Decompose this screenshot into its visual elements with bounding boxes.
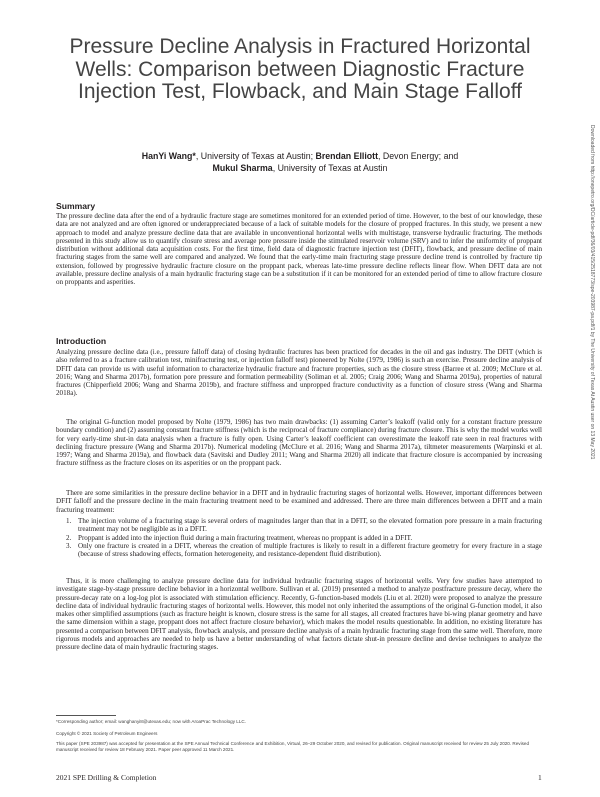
- author-name: HanYi Wang*: [141, 151, 196, 161]
- list-item: [56, 534, 542, 542]
- intro-paragraph-2: The original G-function model proposed by Nolte (1979, 1986) has two main drawbacks: (1) assuming Carter’s leakoff (valid only for a constant fracture pressure boundary condition) and (2) assuming constant fracture stiffness (which is the reciprocal of fracture compliance) during fracture closure. This is why the model works well for very early-time shut-in data analysis when a fracture is fully open. Using Carter’s leakoff coefficient can overestimate the leakoff rate seen in real fractures with declining fracture pressure (Wang and Sharma 2017b). Numerical modeling (McClure et al. 2016; Wang and Sharma 2017a), tiltmeter measurements (Warpinski et al. 1997; Wang and Sharma 2019a), and flowback data (Savitski and Dudley 2011; Wang and Sharma 2020) all indicate that fracture closure is accompanied by increasing fracture stiffness as the fracture closes on its asperities or on the proppant pack.: [56, 418, 542, 468]
- intro-paragraph-4: Thus, it is more challenging to analyze pressure decline data for individual hydraulic fracturing stages of horizontal wells. Very few studies have attempted to investigate stage-by-stage pressure decline behavior in a horizontal wellbore. Sullivan et al. (2019) presented a method to analyze postfracture pressure decay, where the pressure-decay rate on a log-log plot is associated with stimulation efficiency. Recently, G-function-based models (Liu et al. 2020) were proposed to analyze the pressure decline data of individual hydraulic fracturing stages of horizontal wells. However, this model not only inherited the assumptions of the original G-function model, it also makes other simplified assumptions (such as fracture height is known, closure stress is the same for all stages, all created fractures have bi-wing planar geometry and have the same dimension within a stage, proppant does not affect fracture closure behavior), which makes the model results questionable. In addition, no existing literature has presented a comparison between DFIT analysis, flowback analysis, and pressure decline analysis of a main hydraulic fracturing stage from the same well. Therefore, more rigorous models and approaches are needed to help us have a better understanding of what factors dictate shut-in pressure decline and devise techniques to analyze the pressure decline data of main hydraulic fracturing stages.: [56, 577, 542, 652]
- journal-footer: 2021 SPE Drilling & Completion: [56, 773, 157, 782]
- download-watermark: [586, 125, 598, 600]
- introduction-heading: Introduction: [56, 336, 107, 346]
- list-number: 3.: [66, 541, 72, 550]
- summary-heading: Summary: [56, 201, 96, 211]
- list-text: Proppant is added into the injection fluid during a main fracturing treatment, whereas no proppant is added in a DFIT.: [78, 533, 413, 542]
- corresponding-author-note: *Corresponding author; email: wanghanyi8@utexas.edu; now with AroaPrac Technology LLC.: [56, 719, 246, 724]
- download-watermark-text: Downloaded from http://onepetro.org/DC/article-pdf/36/03/415/2518773/spe-203987-pa.pdf/1 by The University of Texas At Austin user on 13 May 2021: [589, 125, 595, 460]
- list-number: 2.: [66, 533, 72, 542]
- page-number: 1: [538, 773, 542, 782]
- publication-history-note: This paper (SPE 203987) was accepted for presentation at the SPE Annual Technical Conference and Exhibition, Virtual, 26–29 October 2020, and revised for publication. Original manuscript received for review 25 July 2020. Revised manuscript received for review 18 February 2021. Paper peer approved 11 March 2021.: [56, 741, 530, 752]
- list-item: [56, 517, 542, 534]
- intro-paragraph-3: There are some similarities in the pressure decline behavior in a DFIT and in hydraulic fracturing stages of horizontal wells. However, important differences between DFIT falloff and the pressure decline in the main fracturing treatment need to be examined and addressed. There are three main differences between a DFIT and a main fracturing treatment:: [56, 489, 542, 514]
- differences-list: [56, 517, 542, 558]
- author-affiliation: , Devon Energy; and: [378, 151, 459, 161]
- author-name: Mukul Sharma: [212, 163, 273, 173]
- copyright-note: Copyright © 2021 Society of Petroleum Engineers: [56, 731, 158, 736]
- list-text: Only one fracture is created in a DFIT, whereas the creation of multiple fractures is likely to result in a different fracture geometry for every fracture in a stage (because of stress shadowing effects, formation heterogeneity, and resistance-dependent fluid distribution).: [78, 541, 542, 559]
- list-item: [56, 542, 542, 559]
- author-name: Brendan Elliott: [315, 151, 379, 161]
- author-line: [60, 150, 540, 174]
- author-affiliation: , University of Texas at Austin: [272, 163, 388, 173]
- list-number: 1.: [66, 517, 72, 525]
- summary-text: The pressure decline data after the end of a hydraulic fracture stage are sometimes monitored for an extended period of time. However, to the best of our knowledge, these data are not analyzed and are often ignored or underappreciated because of a lack of suitable models for the closure of propped fractures. In this study, we present a new approach to model and analyze pressure decline data that are available in unconventional horizontal wells with multistage, transverse hydraulic fracturing. The methods presented in this study allow us to quantify closure stress and average pore pressure inside the stimulated reservoir volume (SRV) and to infer the uniformity of proppant distribution without additional data acquisition costs. For the first time, field data of diagnostic fracture injection test (DFIT), flowback, and pressure decline of main fracturing stages from the same well are compared and analyzed. We found that the early-time main fracturing stage pressure decline trend is controlled by fracture tip extension, followed by progressive hydraulic fracture closure on the proppant pack, whereas late-time pressure decline reflects linear flow. When DFIT data are not available, pressure decline analysis of a main hydraulic fracturing stage can be a substitution if it can be monitored for an extended period of time to allow fracture closure on proppants and asperities.: [56, 212, 542, 287]
- paper-title: Pressure Decline Analysis in Fractured Horizontal Wells: Comparison between Diagnostic Fracture Injection Test, Flowback, and Main Stage Falloff: [69, 35, 531, 103]
- intro-paragraph-1: Analyzing pressure decline data (i.e., pressure falloff data) of closing hydraulic fractures has been practiced for decades in the oil and gas industry. The DFIT (which is also referred to as a fracture calibration test, minifracturing test, or injection falloff test) pioneered by Nolte (1979, 1986) is such an exercise. Pressure decline analysis of DFIT data can provide us with useful information to characterize hydraulic fracture and fracture properties, such as the closure stress (Barree et al. 2009; McClure et al. 2016; Wang and Sharma 2017b), formation pore pressure and formation permeability (Soliman et al. 2005; Craig 2006; Wang and Sharma 2019a), properties of natural fractures (Chipperfield 2006; Wang and Sharma 2019b), and fracture stiffness and unpropped fracture conductivity as a function of closure stress (Wang and Sharma 2018a).: [56, 348, 542, 398]
- author-affiliation: , University of Texas at Austin;: [195, 151, 316, 161]
- list-text: The injection volume of a fracturing stage is several orders of magnitudes larger than that in a DFIT, so the elevated formation pore pressure in a main fracturing treatment may not be negligible as in a DFIT.: [78, 517, 542, 534]
- footnote-divider: [56, 715, 116, 716]
